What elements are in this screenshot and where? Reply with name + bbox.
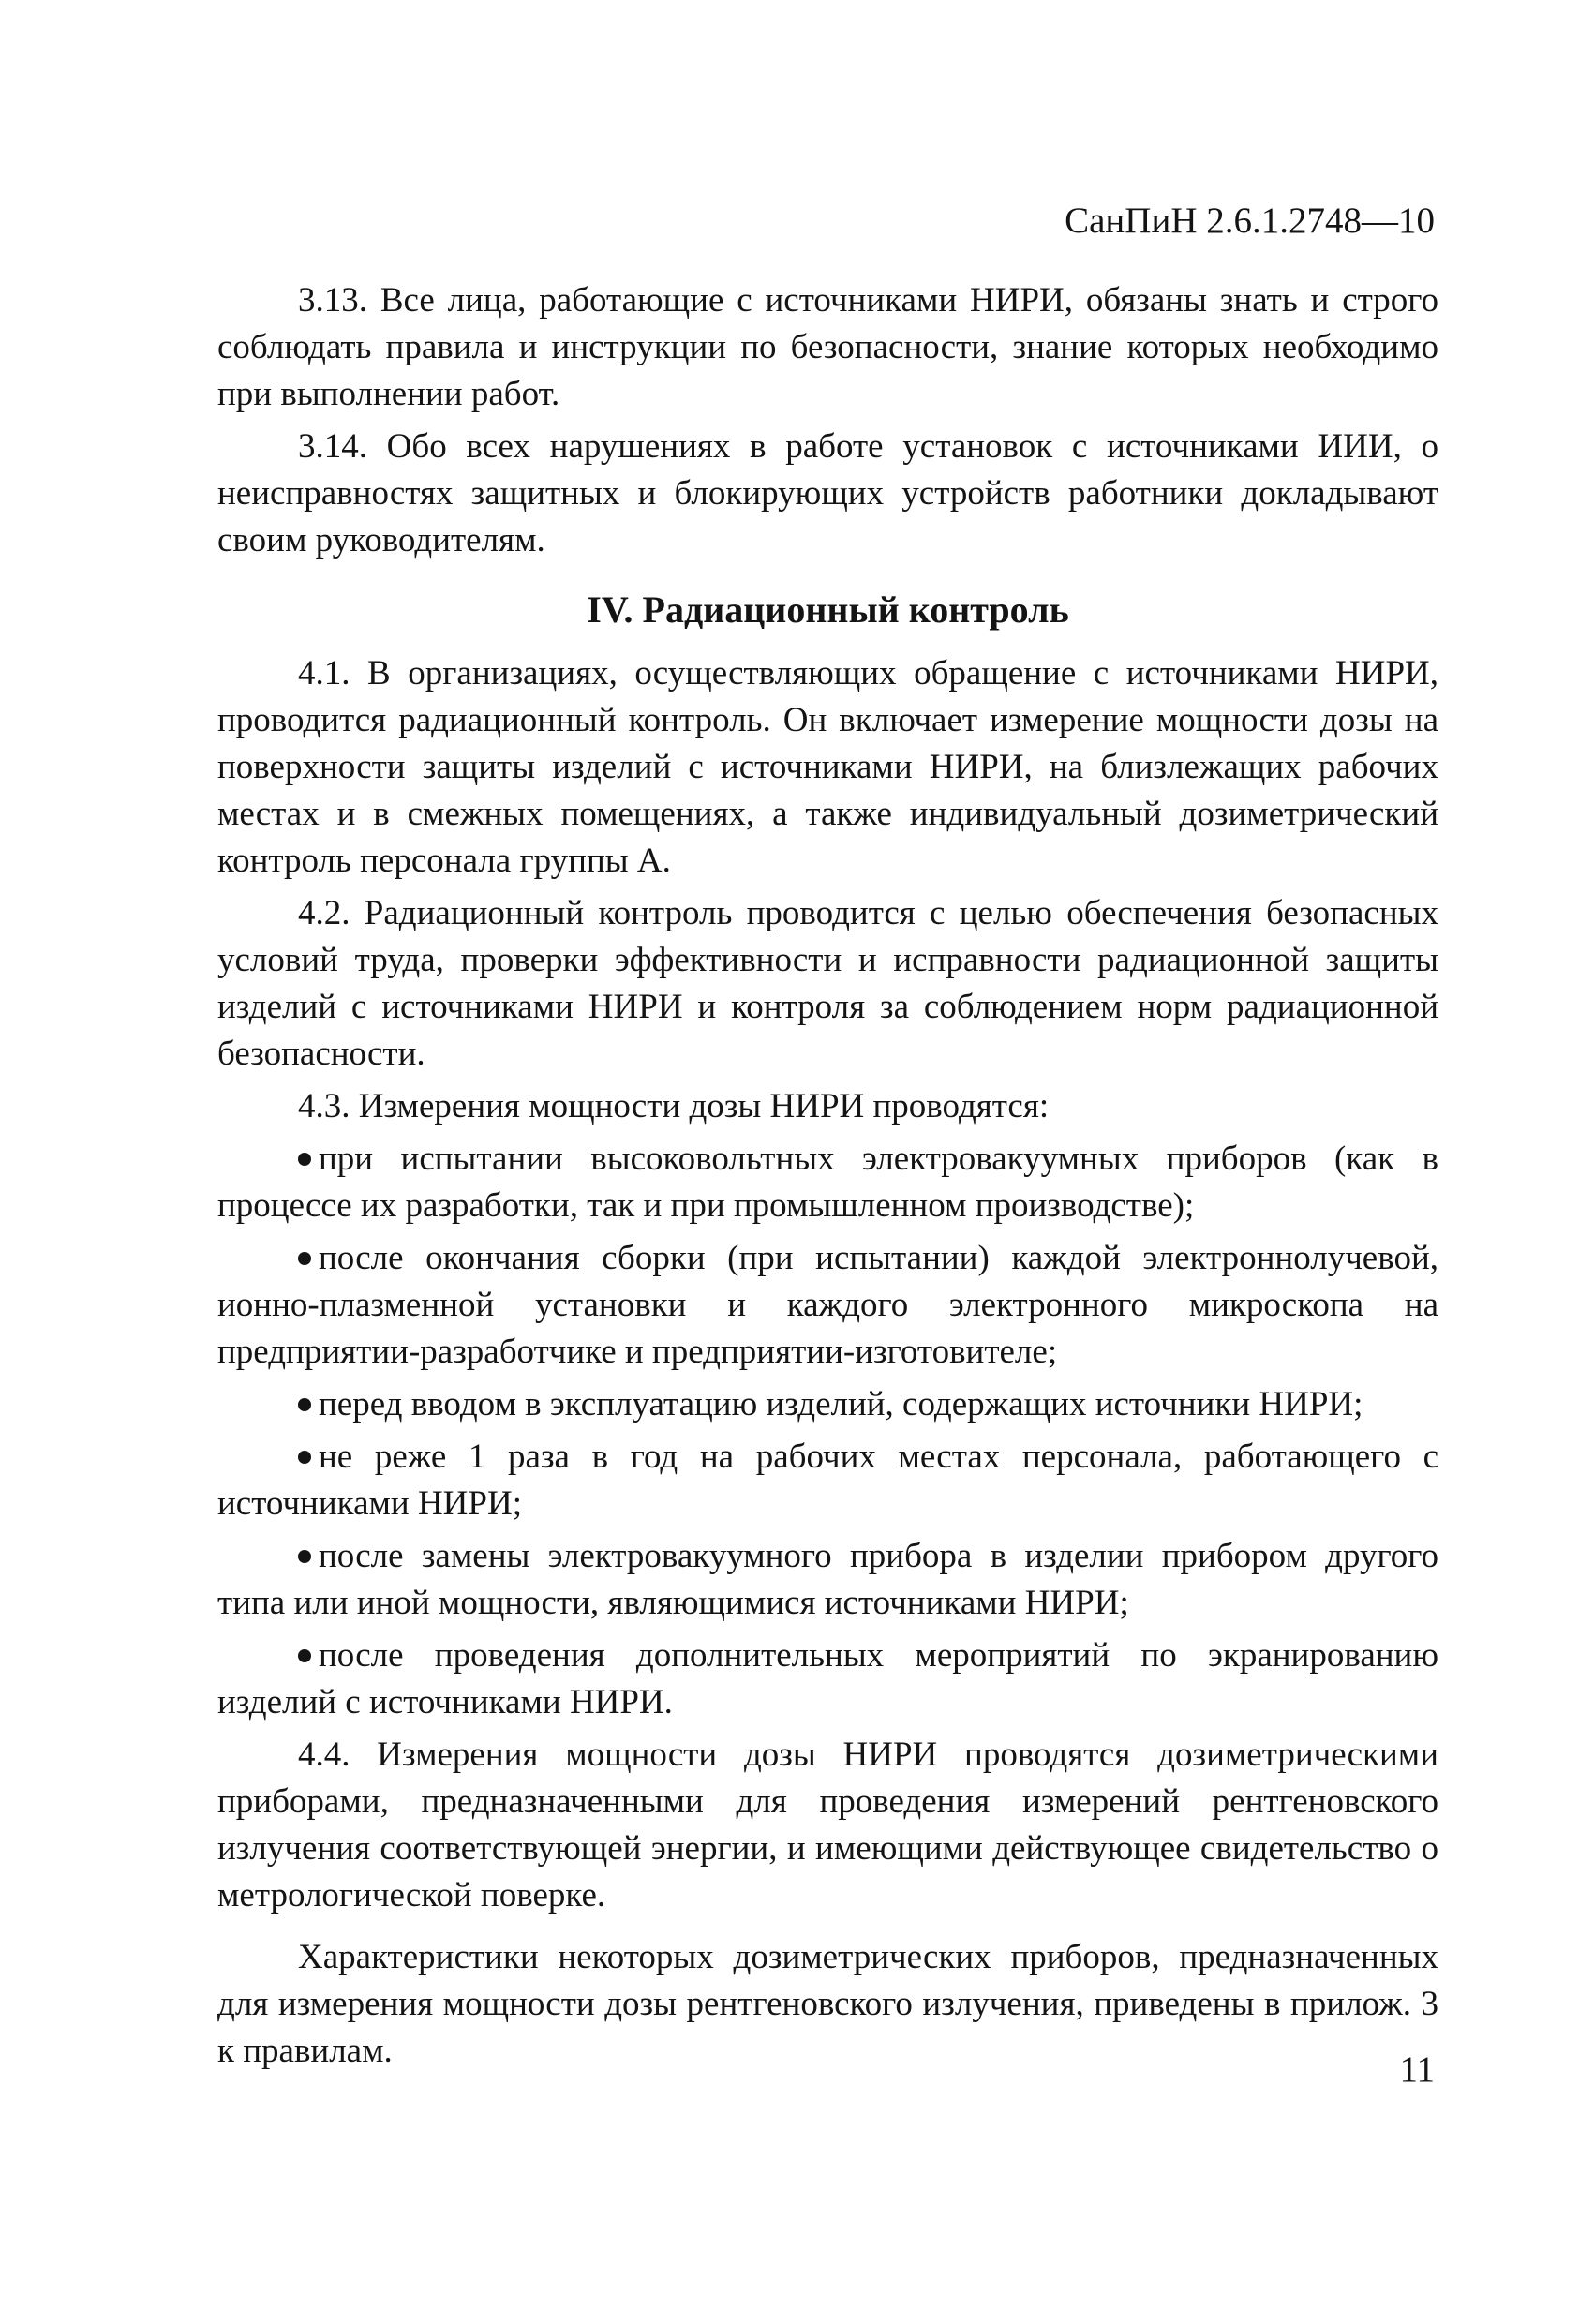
bullet-dot-icon: [298, 1153, 311, 1166]
paragraph-3-14: 3.14. Обо всех нарушениях в работе установок с источниками ИИИ, о неисправностях защитных и блокирующих устройств работники докладывают своим руководителям.: [217, 427, 1438, 559]
bullet-text: после проведения дополнительных мероприятий по экранированию изделий с источниками НИРИ.: [217, 1636, 1438, 1721]
bullet-text: перед вводом в эксплуатацию изделий, содержащих источники НИРИ;: [319, 1385, 1363, 1423]
bullet-text: после замены электровакуумного прибора в изделии прибором другого типа или иной мощности, являющимися источниками НИРИ;: [217, 1537, 1438, 1622]
document-code: СанПиН 2.6.1.2748—10: [1065, 201, 1435, 241]
paragraph-4-4: 4.4. Измерения мощности дозы НИРИ проводятся дозиметрическими приборами, предназначенными для проведения измерений рентгеновского излучения соответствующей энергии, и имеющими действующее свидетельство о метрологической поверке.: [217, 1736, 1438, 1914]
bullet-dot-icon: [298, 1550, 311, 1563]
page-number: 11: [1399, 2049, 1435, 2090]
paragraph-4-3: 4.3. Измерения мощности дозы НИРИ проводятся:: [298, 1087, 1050, 1125]
bullet-item-1: [217, 1136, 1438, 1229]
bullet-text: не реже 1 раза в год на рабочих местах персонала, работающего с источниками НИРИ;: [217, 1438, 1438, 1523]
bullet-dot-icon: [298, 1451, 311, 1464]
bullet-item-5: [217, 1533, 1438, 1627]
paragraph-4-1: 4.1. В организациях, осуществляющих обращение с источниками НИРИ, проводится радиационный контроль. Он включает измерение мощности дозы на поверхности защиты изделий с источниками НИРИ, на близлежащих рабочих местах и в смежных помещениях, а также индивидуальный дозиметрический контроль персонала группы А.: [217, 654, 1438, 880]
bullet-dot-icon: [298, 1398, 311, 1411]
paragraph-characteristics: Характеристики некоторых дозиметрических приборов, предназначенных для измерения мощности дозы рентгеновского излучения, приведены в прилож. 3 к правилам.: [217, 1938, 1438, 2070]
bullet-item-2: [217, 1235, 1438, 1376]
paragraph-3-13: 3.13. Все лица, работающие с источниками НИРИ, обязаны знать и строго соблюдать правила и инструкции по безопасности, знание которых необходимо при выполнении работ.: [217, 281, 1438, 413]
bullet-dot-icon: [298, 1649, 311, 1662]
page-content: [217, 277, 1438, 2080]
bullet-item-6: [217, 1632, 1438, 1726]
bullet-text: после окончания сборки (при испытании) каждой электроннолучевой, ионно-плазменной установки и каждого электронного микроскопа на предприятии-разработчике и предприятии-изготовителе;: [217, 1239, 1438, 1371]
bullet-item-4: [217, 1434, 1438, 1527]
section-title: IV. Радиационный контроль: [587, 588, 1069, 631]
bullet-text: при испытании высоковольтных электровакуумных приборов (как в процессе их разработки, так и при промышленном производстве);: [217, 1140, 1438, 1225]
bullet-dot-icon: [298, 1252, 311, 1265]
paragraph-4-2: 4.2. Радиационный контроль проводится с целью обеспечения безопасных условий труда, проверки эффективности и исправности радиационной защиты изделий с источниками НИРИ и контроля за соблюдением норм радиационной безопасности.: [217, 894, 1438, 1073]
bullet-item-3: [217, 1381, 1438, 1428]
